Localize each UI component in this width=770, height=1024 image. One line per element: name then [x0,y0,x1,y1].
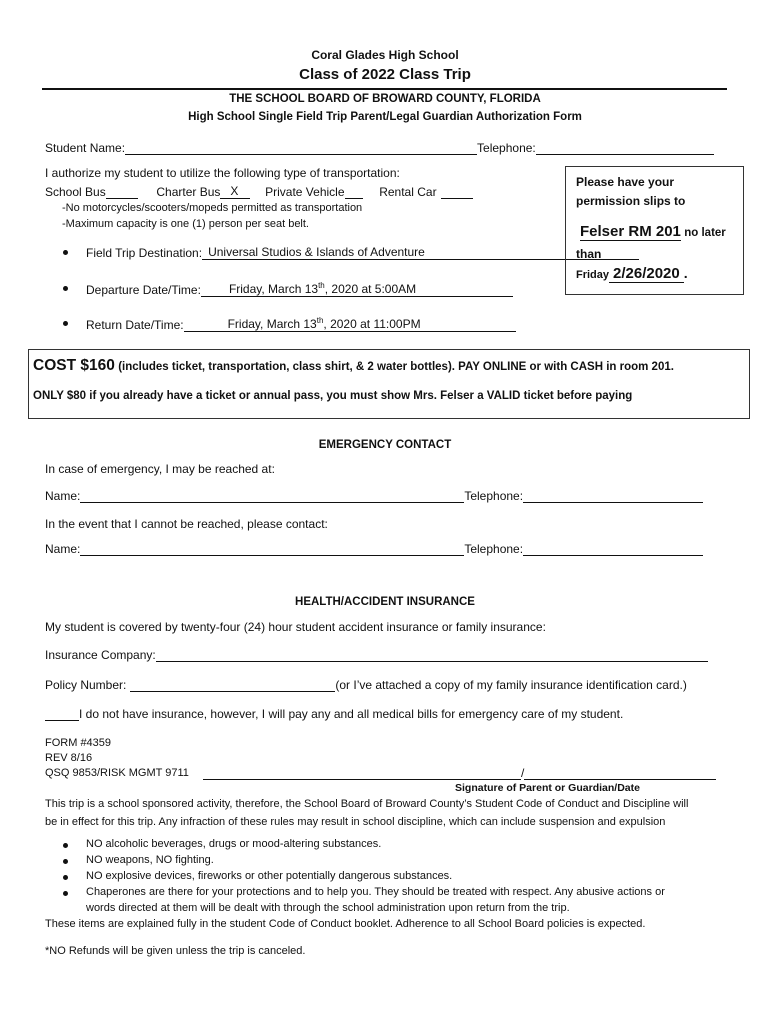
refund-note: *NO Refunds will be given unless the trip is canceled. [45,945,306,957]
conduct-item-continued: words directed at them will be dealt with through the school administration upon return from the trip. [86,902,570,914]
school-name: Coral Glades High School [311,48,459,62]
charter-bus-mark[interactable]: X [230,184,239,198]
notice-than: than [576,247,602,261]
conduct-intro-2: be in effect for this trip. Any infraction of these rules may result in school discipline, which can include suspension and expulsion [45,816,666,828]
notice-line-1: Please have your [576,175,675,189]
board-name: THE SCHOOL BOARD OF BROWARD COUNTY, FLORIDA [229,93,541,105]
school-bus-field[interactable] [106,185,138,199]
departure-row [86,281,513,297]
emergency-heading: EMERGENCY CONTACT [318,439,452,451]
emergency-name-field[interactable] [80,489,464,503]
conduct-item: NO weapons, NO fighting. [86,854,214,866]
policy-label: Policy Number: [45,678,127,692]
conduct-item: NO explosive devices, fireworks or other potentially dangerous substances. [86,870,453,882]
conduct-item: NO alcoholic beverages, drugs or mood-altering substances. [86,838,382,850]
cost-line [33,357,674,375]
emergency-line-1: In case of emergency, I may be reached at: [45,462,275,476]
emergency-phone-field[interactable] [523,489,703,503]
conduct-item: Chaperones are there for your protections and to help you. They should be treated with respect. Any abusive actions or [86,886,665,898]
notice-no-later: no later [684,227,726,239]
policy-field[interactable] [130,678,335,692]
insurance-covered: My student is covered by twenty-four (24) hour student accident insurance or family insurance: [45,620,546,634]
emergency-contact-2 [45,542,703,556]
form-title: High School Single Field Trip Parent/Legal Guardian Authorization Form [188,111,582,123]
transport-note-1: -No motorcycles/scooters/mopeds permitted as transportation [62,202,363,214]
student-phone-field[interactable] [536,141,714,155]
bullet-icon [63,891,68,896]
insurance-company-field[interactable] [156,648,708,662]
bullet-icon [63,250,68,255]
notice-period: . [683,265,688,281]
notice-line-2: permission slips to [576,194,686,208]
bullet-icon [63,321,68,326]
departure-value[interactable]: Friday, March 13th, 2020 at 5:00AM [201,281,513,297]
policy-note: (or I’ve attached a copy of my family insurance identification card.) [335,678,687,692]
no-insurance-text: I do not have insurance, however, I will pay any and all medical bills for emergency care of my student. [79,707,624,721]
student-phone-label: Telephone: [477,141,536,155]
bullet-icon [63,875,68,880]
emergency-name-field-2[interactable] [80,542,464,556]
private-vehicle-label: Private Vehicle [265,185,345,199]
return-label: Return Date/Time: [86,318,184,332]
insurance-company-row [45,648,708,662]
charter-bus-label: Charter Bus [156,185,221,199]
emergency-name-label-2: Name: [45,542,81,556]
cost-details: (includes ticket, transportation, class shirt, & 2 water bottles). PAY ONLINE or with CASH in room 201. [118,361,674,373]
private-vehicle-field[interactable] [345,185,363,199]
rental-car-label: Rental Car [379,185,437,199]
notice-room-row [580,223,726,240]
insurance-company-label: Insurance Company: [45,648,156,662]
bullet-icon [63,286,68,291]
departure-label: Departure Date/Time: [86,283,201,297]
conduct-closing: These items are explained fully in the student Code of Conduct booklet. Adherence to all School Board policies is expected. [45,918,646,930]
notice-date: 2/26/2020 [609,265,684,283]
emergency-phone-field-2[interactable] [523,542,703,556]
student-name-field[interactable] [125,141,477,155]
return-value[interactable]: Friday, March 13th, 2020 at 11:00PM [184,316,516,332]
transport-options [45,184,473,199]
destination-row [86,245,639,260]
cost-amount: COST $160 [33,357,115,374]
notice-date-row [576,265,688,282]
emergency-phone-label-2: Telephone: [464,542,524,556]
destination-value[interactable]: Universal Studios & Islands of Adventure [202,245,639,260]
conduct-intro-1: This trip is a school sponsored activity, therefore, the School Board of Broward County’s Student Code of Conduct and Discipline will [45,798,689,810]
no-insurance-field[interactable] [45,707,79,721]
cost-box [28,349,750,419]
policy-row [45,678,687,692]
deadline-notice-box [565,166,744,295]
no-insurance-row [45,707,623,721]
notice-friday: Friday [576,269,610,281]
form-qsq: QSQ 9853/RISK MGMT 9711 [45,767,189,779]
insurance-heading: HEALTH/ACCIDENT INSURANCE [295,596,475,608]
page-title: Class of 2022 Class Trip [299,66,471,83]
form-rev: REV 8/16 [45,752,93,764]
return-row [86,316,516,332]
signature-date-field[interactable] [524,766,716,780]
student-name-row [45,141,714,155]
signature-slash: / [521,766,525,780]
destination-label: Field Trip Destination: [86,246,203,260]
school-bus-label: School Bus [45,185,106,199]
emergency-phone-label: Telephone: [464,489,524,503]
bullet-icon [63,859,68,864]
student-name-label: Student Name: [45,141,126,155]
rental-car-field[interactable] [441,185,473,199]
emergency-contact-1 [45,489,703,503]
cost-alt: ONLY $80 if you already have a ticket or annual pass, you must show Mrs. Felser a VALID ticket before paying [33,390,633,402]
emergency-line-2: In the event that I cannot be reached, please contact: [45,517,328,531]
signature-field[interactable] [203,766,521,780]
transport-intro: I authorize my student to utilize the following type of transportation: [45,166,400,180]
emergency-name-label: Name: [45,489,81,503]
header-rule [42,88,727,90]
signature-label: Signature of Parent or Guardian/Date [455,782,640,794]
form-number: FORM #4359 [45,737,112,749]
transport-note-2: -Maximum capacity is one (1) person per seat belt. [62,218,309,230]
notice-room: Felser RM 201 [580,223,681,240]
bullet-icon [63,843,68,848]
signature-row [203,766,716,780]
